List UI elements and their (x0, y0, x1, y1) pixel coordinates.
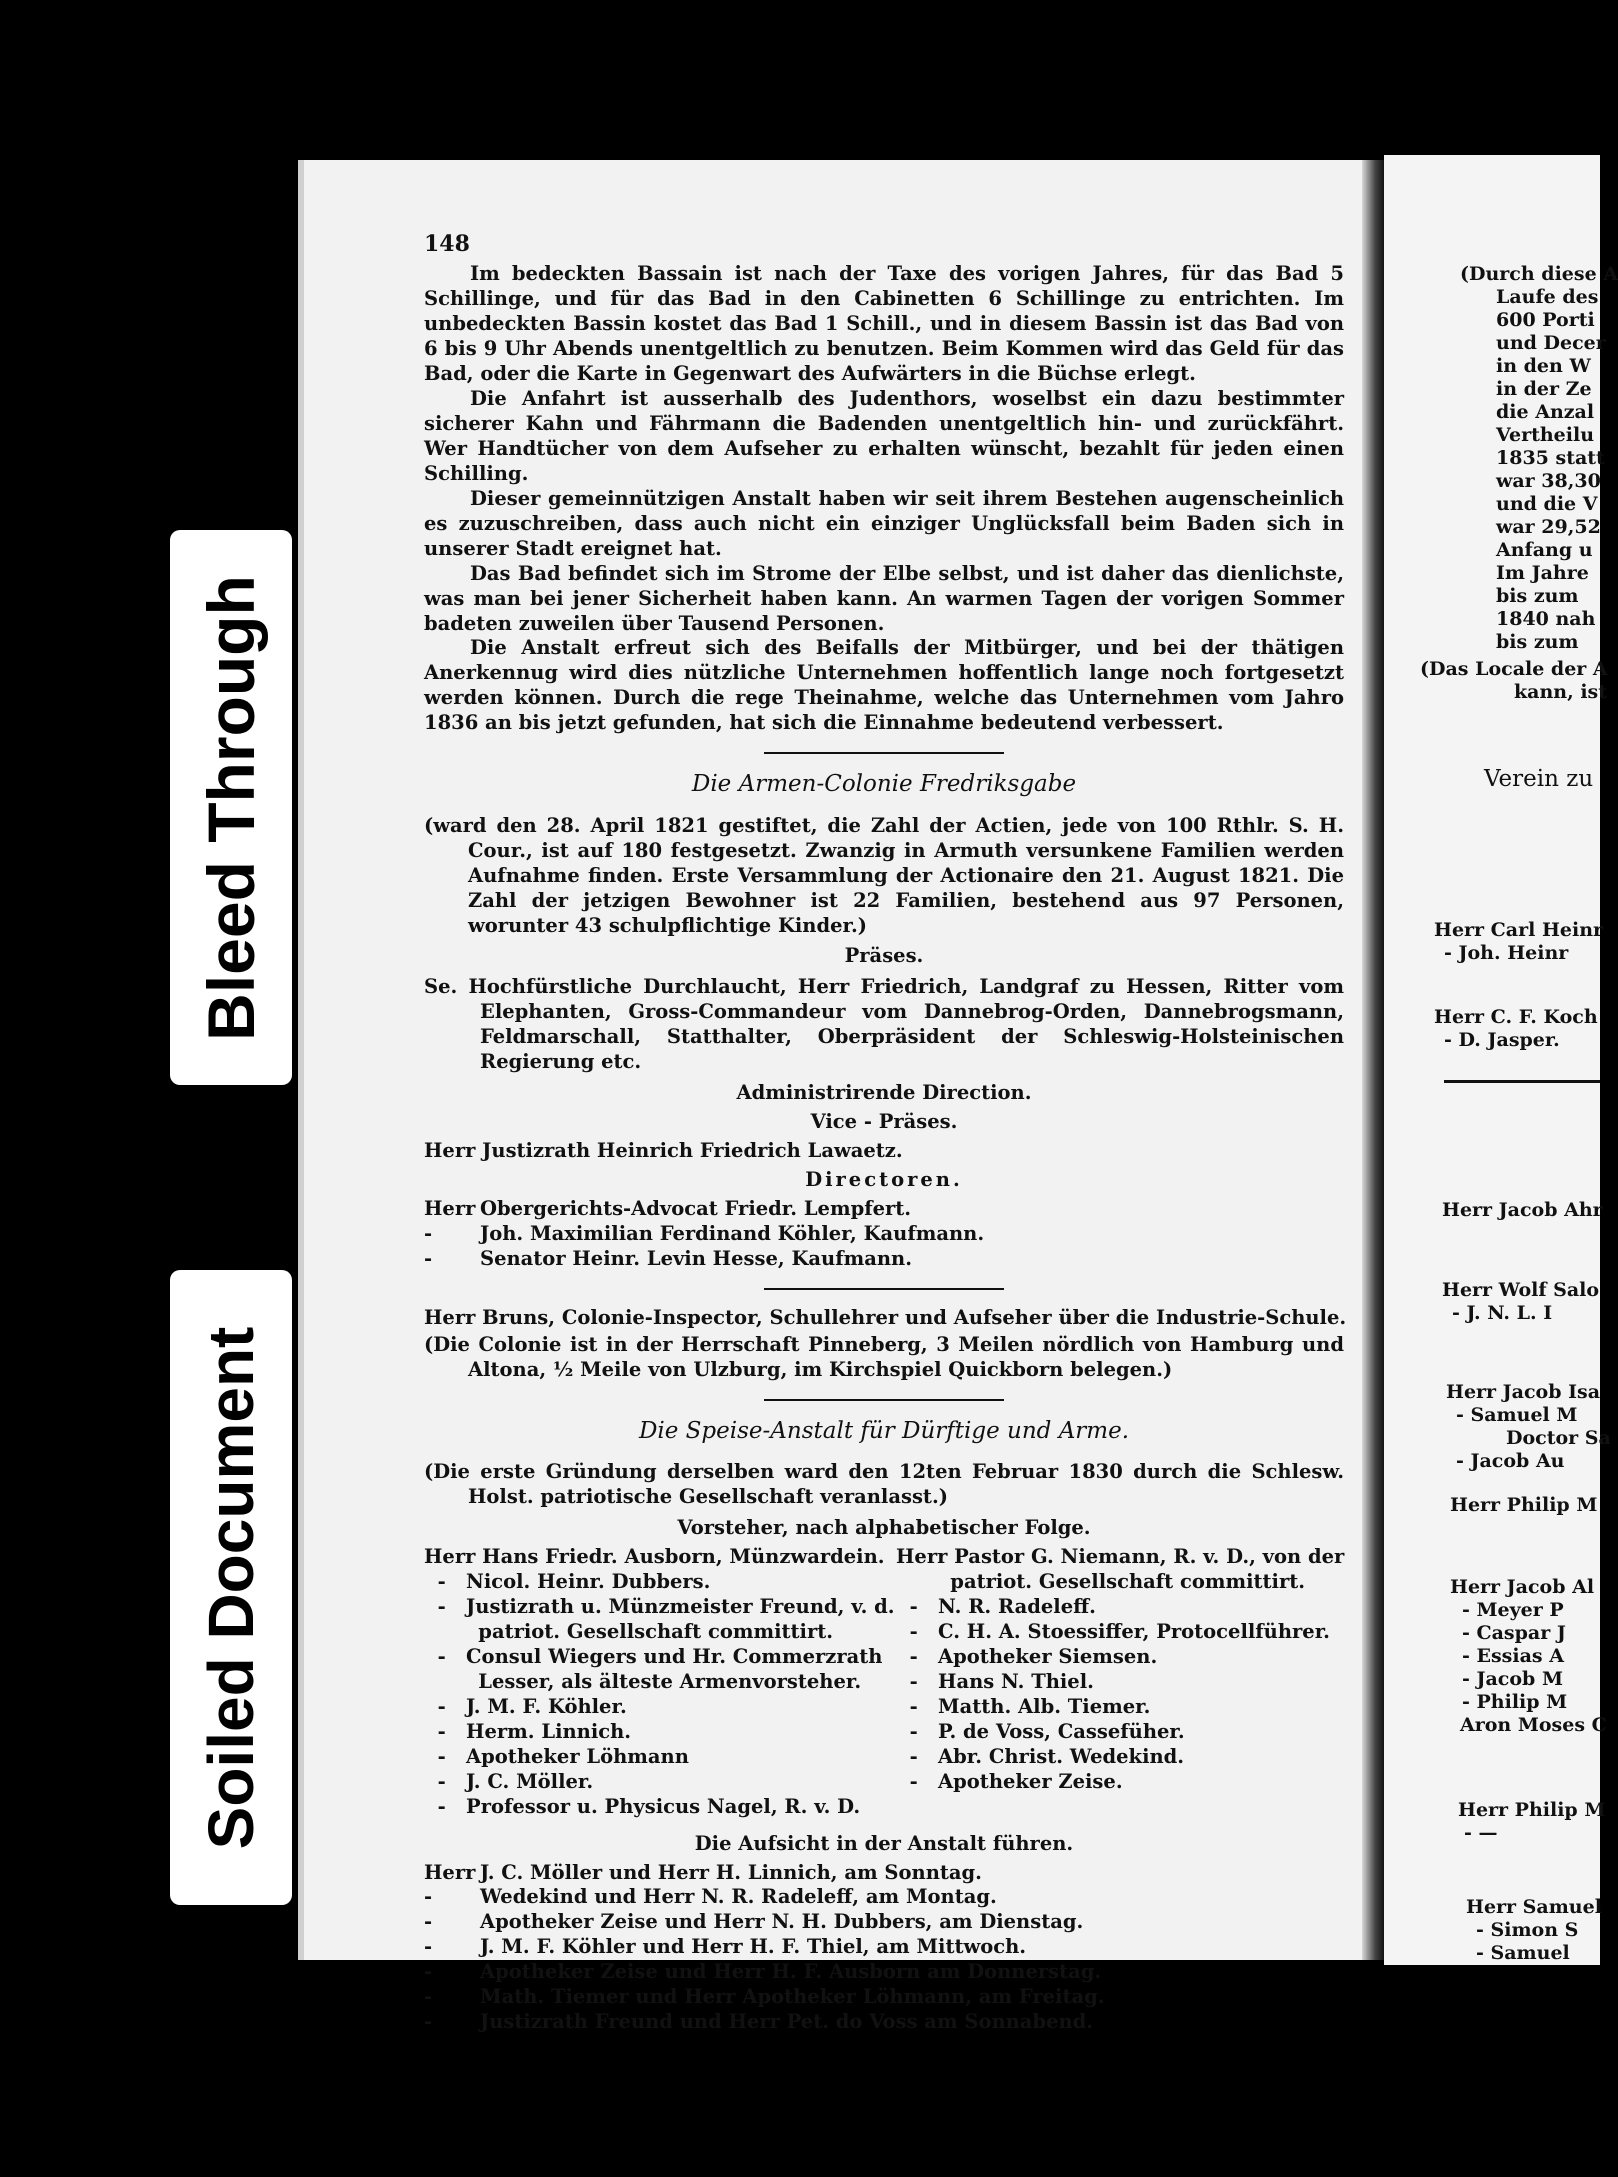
directors-heading: Directoren. (805, 1168, 963, 1192)
section-divider (764, 752, 1004, 754)
row-text: J. M. F. Köhler und Herr H. F. Thiel, am Mittwoch. (480, 1935, 1027, 1959)
fragment-line: - Meyer P (1462, 1599, 1564, 1621)
row-marker: - (424, 1222, 433, 1245)
book-page (298, 160, 1362, 2034)
fragment-line: Aron Moses C (1460, 1714, 1607, 1736)
fragment-line: - Philip M (1462, 1691, 1568, 1713)
fragment-line: Herr Carl Heinr (1434, 919, 1604, 941)
aufsicht-row (424, 1885, 1344, 1910)
row-marker: Herr (424, 1197, 476, 1221)
row-text: Senator Heinr. Levin Hesse, Kaufmann. (480, 1246, 913, 1270)
row-text: Math. Tiemer und Herr Apotheker Löhmann, am Freitag. (480, 1985, 1105, 2009)
fragment-line: - J. N. L. I (1452, 1302, 1553, 1324)
aufsicht-row (424, 1910, 1344, 1935)
intro-paragraph: Im bedeckten Bassain ist nach der Taxe des vorigen Jahres, für das Bad 5 Schillinge, und für das Bad in den Cabinetten 6 Schillinge zu entrichten. Im unbedeckten Bassin kostet das Bad 1 Schill., und in diesem Bassin ist das Bad von 6 bis 9 Uhr Abends unentgeltlich zu benutzen. Beim Kommen wird das Geld für das Bad, oder die Karte in Gegenwart des Aufwärters in die Büchse erlegt. (424, 262, 1344, 385)
aufsicht-row (424, 1985, 1344, 2010)
row-marker: - (424, 1885, 433, 1909)
page-number: 148 (424, 231, 470, 257)
soiled-document-label-text: Soiled Document (195, 1326, 267, 1849)
fragment-line: Verein zu (1484, 766, 1594, 792)
vorsteher-line: - Matth. Alb. Tiemer. (896, 1694, 1151, 1718)
fragment-line: Herr Jacob Al (1450, 1576, 1595, 1598)
row-text: Obergerichts-Advocat Friedr. Lempfert. (480, 1197, 912, 1221)
director-row (424, 1197, 1344, 1222)
vorsteher-line: Herr Hans Friedr. Ausborn, Münzwardein. (424, 1545, 885, 1569)
bleed-through-label (170, 530, 292, 1085)
vorsteher-line: - Apotheker Zeise. (896, 1769, 1123, 1793)
fragment-line: bis zum (1496, 585, 1579, 607)
fragment-rule (1444, 1080, 1600, 1083)
fragment-line: - Samuel M (1456, 1404, 1578, 1426)
fragment-line: Im Jahre (1496, 562, 1589, 584)
soiled-document-label (170, 1270, 292, 1905)
section-divider (764, 1399, 1004, 1401)
fragment-line: und die V (1496, 493, 1598, 515)
fragment-line: Herr Wolf Salo (1442, 1279, 1600, 1301)
vorsteher-line: - Herm. Linnich. (424, 1719, 632, 1743)
fragment-line: (Das Locale der A (1420, 658, 1608, 680)
fragment-line: - Joh. Heinr (1444, 942, 1569, 964)
bleed-through-label-text: Bleed Through (194, 574, 268, 1041)
vorsteher-line: - Apotheker Löhmann (424, 1744, 689, 1768)
director-row (424, 1247, 1344, 1272)
vorsteher-right-column (896, 1545, 1344, 1819)
vorsteher-line: - C. H. A. Stoessiffer, Protocellführer. (896, 1619, 1330, 1643)
fragment-line: Herr Jacob Ahr (1442, 1199, 1603, 1221)
vorsteher-line: - J. C. Möller. (424, 1769, 594, 1793)
intro-paragraph: Dieser gemeinnützigen Anstalt haben wir seit ihrem Bestehen augenscheinlich es zuzuschreiben, dass auch nicht ein einziger Unglücksfall beim Baden sich in unserer Stadt ereignet hat. (424, 486, 1344, 560)
colony-title: Die Armen-Colonie Fredriksgabe (691, 771, 1077, 798)
praeses-heading: Präses. (844, 944, 924, 968)
fragment-line: Herr Philip M (1450, 1494, 1598, 1516)
fragment-line: (Durch diese A (1460, 263, 1618, 285)
fragment-line: Herr C. F. Koch (1434, 1006, 1598, 1028)
vorsteher-line: - Apotheker Siemsen. (896, 1644, 1158, 1668)
vice-heading: Vice - Präses. (810, 1110, 958, 1134)
row-text: Apotheker Zeise und Herr H. F. Ausborn am Donnerstag. (480, 1960, 1102, 1984)
vorsteher-line: patriot. Gesellschaft committirt. (424, 1619, 834, 1643)
colony-note: (ward den 28. April 1821 gestiftet, die Zahl der Actien, jede von 100 Rthlr. S. H. Cour., ist auf 180 festgesetzt. Zwanzig in Armuth versunkene Familien werden Aufnahme finden. Erste Versammlung der Actionaire den 21. August 1821. Die Zahl der jetzigen Bewohner ist 22 Familien, bestehend aus 97 Personen, worunter 43 schulpflichtige Kinder.) (424, 813, 1344, 937)
fragment-line: Laufe des (1496, 286, 1599, 308)
fragment-line: - Simon S (1476, 1919, 1579, 1941)
aufsicht-row (424, 1935, 1344, 1960)
row-marker: - (424, 1246, 433, 1270)
row-marker: - (424, 1960, 433, 1984)
row-text: Joh. Maximilian Ferdinand Köhler, Kaufmann. (480, 1222, 985, 1245)
row-text: J. C. Möller und Herr H. Linnich, am Sonntag. (480, 1860, 982, 1884)
vorsteher-line: Lesser, als älteste Armenvorsteher. (424, 1669, 862, 1693)
fragment-line: - Essias A (1462, 1645, 1564, 1667)
page-content (424, 230, 1347, 2035)
vorsteher-line: - Consul Wiegers und Hr. Commerzrath (424, 1644, 883, 1668)
speise-title: Die Speise-Anstalt für Dürftige und Arme. (638, 1417, 1130, 1444)
row-text: Apotheker Zeise und Herr N. H. Dubbers, am Dienstag. (480, 1910, 1084, 1934)
aufsicht-row (424, 1960, 1344, 1985)
row-marker: - (424, 1935, 433, 1959)
fragment-line: - D. Jasper. (1444, 1029, 1560, 1051)
fragment-line: Herr Jacob Isa (1446, 1381, 1601, 1403)
colony-location: (Die Colonie ist in der Herrschaft Pinneberg, 3 Meilen nördlich von Hamburg und Altona, ½ Meile von Ulzburg, im Kirchspiel Quickborn belegen.) (424, 1332, 1344, 1381)
vorsteher-columns (424, 1545, 1344, 1819)
fragment-line: - Caspar J (1462, 1622, 1566, 1644)
vorsteher-line: Herr Pastor G. Niemann, R. v. D., von der (896, 1545, 1345, 1569)
vorsteher-line: - N. R. Radeleff. (896, 1594, 1096, 1618)
vorsteher-line: - Professor u. Physicus Nagel, R. v. D. (424, 1794, 861, 1818)
intro-paragraph: Das Bad befindet sich im Strome der Elbe selbst, und ist daher das dienlichste, was man bei jener Sicherheit haben kann. An warmen Tagen der vorigen Sommer badeten zuweilen über Tausend Personen. (424, 561, 1344, 635)
fragment-line: - — (1464, 1822, 1498, 1844)
row-text: Justizrath Freund und Herr Pet. do Voss am Sonnabend. (480, 2010, 1094, 2034)
direction-heading: Administrirende Direction. (736, 1081, 1032, 1105)
fragment-line: 1835 statt (1496, 447, 1605, 469)
fragment-line: in den W (1496, 355, 1591, 377)
fragment-line: Doctor Sa (1506, 1427, 1611, 1449)
vorsteher-line: - Nicol. Heinr. Dubbers. (424, 1570, 711, 1594)
fragment-line: - Jacob Au (1456, 1450, 1565, 1472)
fragment-line: - Jacob M (1462, 1668, 1563, 1690)
vorsteher-left-column (424, 1545, 895, 1819)
fragment-line: Herr Philip M (1458, 1799, 1606, 1821)
fragment-line: 600 Porti (1496, 309, 1595, 331)
book-gutter (1362, 160, 1384, 1960)
praeses-entry: Se. Hochfürstliche Durchlaucht, Herr Friedrich, Landgraf zu Hessen, Ritter vom Elephanten, Gross-Commandeur vom Dannebrog-Orden, Dannebrogsmann, Feldmarschall, Statthalter, Oberpräsident der Schleswig-Holsteinischen Regierung etc. (424, 975, 1344, 1074)
speise-note: (Die erste Gründung derselben ward den 12ten Februar 1830 durch die Schlesw. Holst. patriotische Gesellschaft veranlasst.) (424, 1460, 1344, 1509)
fragment-line: bis zum (1496, 631, 1579, 653)
vorsteher-heading: Vorsteher, nach alphabetischer Folge. (677, 1516, 1091, 1540)
director-row (424, 1222, 1344, 1247)
row-marker: - (424, 1985, 433, 2009)
fragment-line: Vertheilu (1496, 424, 1595, 446)
fragment-line: in der Ze (1496, 378, 1592, 400)
vorsteher-line: - P. de Voss, Cassefüher. (896, 1719, 1185, 1743)
vorsteher-line: - Justizrath u. Münzmeister Freund, v. d. (424, 1594, 895, 1618)
aufsicht-heading: Die Aufsicht in der Anstalt führen. (694, 1831, 1074, 1855)
row-marker: - (424, 1910, 433, 1934)
fragment-line: - Samuel (1476, 1942, 1570, 1964)
vorsteher-line: - Abr. Christ. Wedekind. (896, 1744, 1185, 1768)
intro-paragraph: Die Anfahrt ist ausserhalb des Judenthors, woselbst ein dazu bestimmter sicherer Kahn und Fährmann die Badenden unentgeltlich hin- und zurückfährt. Wer Handtücher von dem Aufseher zu erhalten wünscht, bezahlt für jeden einen Schilling. (424, 386, 1344, 485)
inspector-entry: Herr Bruns, Colonie-Inspector, Schullehrer und Aufseher über die Industrie-Schule. (424, 1305, 1347, 1329)
row-marker: - (424, 2010, 433, 2034)
row-text: Wedekind und Herr N. R. Radeleff, am Montag. (480, 1885, 997, 1909)
vice-entry: Herr Justizrath Heinrich Friedrich Lawaetz. (424, 1139, 903, 1163)
vorsteher-line: - J. M. F. Köhler. (424, 1694, 627, 1718)
fragment-line: kann, ist (1514, 681, 1608, 703)
fragment-line: Anfang u (1496, 539, 1593, 561)
section-divider (764, 1288, 1004, 1290)
vorsteher-line: patriot. Gesellschaft committirt. (896, 1570, 1306, 1594)
aufsicht-row (424, 1861, 1344, 1886)
intro-paragraph: Die Anstalt erfreut sich des Beifalls der Mitbürger, und bei der thätigen Anerkennug wird dies nützliche Unternehmen hoffentlich lange noch fortgesetzt werden können. Durch die rege Theinahme, welche das Unternehmen vom Jahro 1836 an bis jetzt gefunden, hat sich die Einnahme bedeutend verbessert. (424, 636, 1344, 735)
facing-page-fragment (1384, 155, 1618, 1965)
fragment-line: Herr Samuel (1466, 1896, 1602, 1918)
fragment-line: und Decer (1496, 332, 1606, 354)
vorsteher-line: - Hans N. Thiel. (896, 1669, 1094, 1693)
aufsicht-row (424, 2010, 1344, 2035)
fragment-line: 1840 nah (1496, 608, 1596, 630)
row-marker: Herr (424, 1860, 476, 1884)
fragment-line: die Anzal (1496, 401, 1595, 423)
fragment-line: war 38,30 (1496, 470, 1601, 492)
fragment-line: war 29,52 (1496, 516, 1601, 538)
